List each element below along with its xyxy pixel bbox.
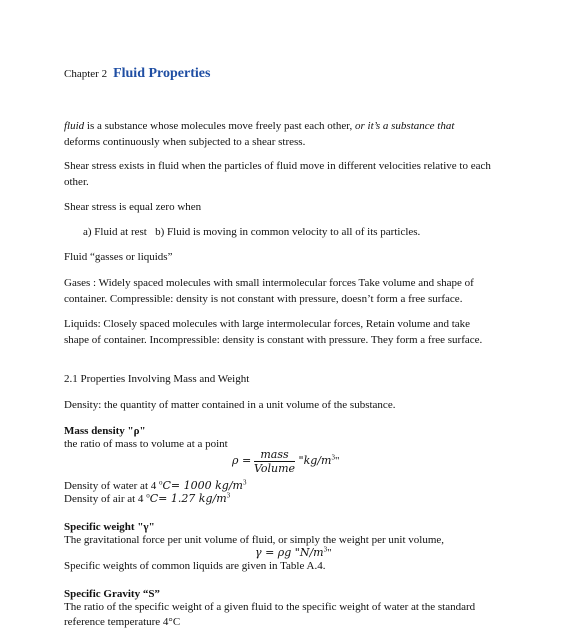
air-density: [64, 491, 230, 507]
gases-line-2: container. Compressible: density is not constant with pressure, doesn’t form a free surface.: [64, 293, 463, 305]
density-definition: Density: the quantity of matter contained in a unit volume of the substance.: [64, 399, 396, 411]
equation-unit-end: ": [334, 455, 340, 468]
air-density-value: C= 1.27 kg/m: [149, 492, 227, 505]
gases-line-1: Gases : Widely spaced molecules with small intermolecular forces Take volume and shape of: [64, 277, 474, 289]
specific-weight-title: Specific weight "γ": [64, 521, 155, 533]
mass-density-title: Mass density "ρ": [64, 425, 146, 437]
definition-italic: or it’s a substance that: [354, 120, 455, 132]
condition-a: a) Fluid at rest: [83, 226, 147, 238]
chapter-header: [64, 64, 210, 82]
section-heading: 2.1 Properties Involving Mass and Weight: [64, 373, 250, 385]
fluid-types: Fluid “gasses or liquids”: [64, 251, 173, 263]
air-degree: o: [146, 491, 150, 500]
specific-weight-note: Specific weights of common liquids are given in Table A.4.: [64, 560, 326, 572]
water-density-value: C= 1000 kg/m: [162, 479, 243, 492]
fluid-term: fluid: [64, 120, 85, 132]
liquids-line-2: shape of container. Incompressible: density is constant with pressure. They form a free surface.: [64, 334, 483, 346]
fluid-definition: [64, 118, 454, 134]
water-degree: o: [159, 478, 163, 487]
chapter-label: Chapter 2: [64, 68, 108, 80]
water-density-label: Density of water at 4: [64, 480, 159, 492]
shear-line-1: Shear stress exists in fluid when the particles of fluid move in different velocities relative to each: [64, 160, 491, 172]
air-density-label: Density of air at 4: [64, 493, 147, 505]
equation-lhs: ρ =: [232, 454, 252, 468]
specific-weight-desc: The gravitational force per unit volume of fluid, or simply the weight per unit volume,: [64, 534, 445, 546]
equation-unit: "kg/m: [295, 454, 332, 468]
mass-density-desc: the ratio of mass to volume at a point: [64, 438, 228, 450]
shear-zero-text: Shear stress is equal zero when: [64, 201, 202, 213]
fraction: [254, 448, 295, 475]
definition-text: is a substance whose molecules move freely past each other,: [84, 120, 355, 132]
specific-gravity-desc: The ratio of the specific weight of a given fluid to the specific weight of water at the standard: [64, 601, 476, 613]
equation-unit-exp: 3: [331, 453, 335, 462]
shear-line-2: other.: [64, 176, 89, 188]
water-exp: 3: [242, 478, 247, 487]
specific-weight-eq-exp: 3: [323, 545, 328, 554]
mass-density-equation: [232, 448, 339, 475]
specific-gravity-title: Specific Gravity “S”: [64, 588, 160, 600]
fraction-numerator: mass: [254, 448, 295, 462]
specific-weight-eq: γ = ρg "N/m: [255, 546, 324, 559]
liquids-line-1: Liquids: Closely spaced molecules with large intermolecular forces, Retain volume and take: [64, 318, 471, 330]
specific-weight-eq-end: ": [327, 547, 332, 559]
air-exp: 3: [226, 491, 231, 500]
specific-gravity-cutoff: reference temperature 4°C: [64, 616, 181, 628]
definition-line-2: deforms continuously when subjected to a shear stress.: [64, 136, 306, 148]
condition-list: [83, 224, 420, 240]
condition-b: b) Fluid is moving in common velocity to all of its particles.: [155, 226, 421, 238]
chapter-title: Fluid Properties: [113, 66, 211, 81]
fraction-denominator: Volume: [253, 462, 296, 475]
